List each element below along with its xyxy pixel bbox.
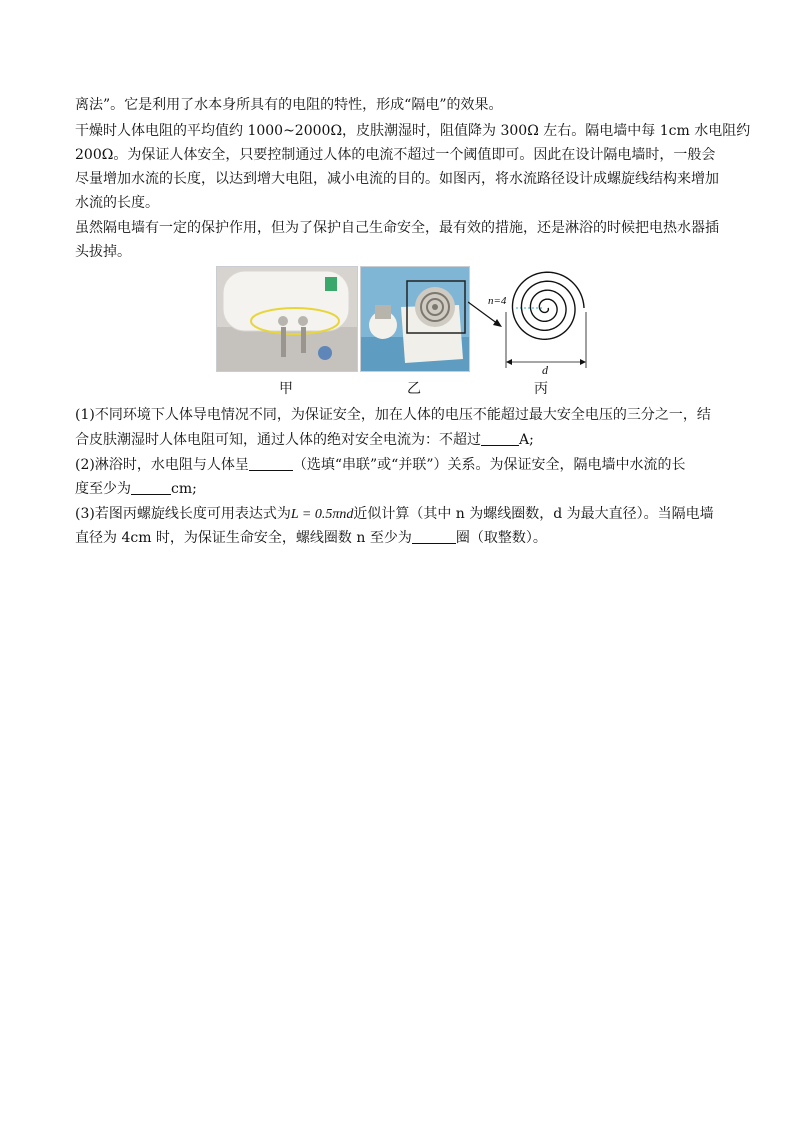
spiral-label-n: n=4 xyxy=(488,295,507,307)
spiral-path xyxy=(512,272,584,339)
paragraph-line: 头拔掉。 xyxy=(75,244,131,260)
barrier-photo xyxy=(360,266,470,372)
answer-blank-1[interactable] xyxy=(481,431,519,446)
spiral-diagram xyxy=(482,268,598,380)
question-2-line-1 xyxy=(75,455,685,475)
paragraph-line: 200Ω。为保证人体安全，只要控制通过人体的电流不超过一个阈值即可。因此在设计隔电墙时，一般会 xyxy=(75,147,716,163)
caption-jia: 甲 xyxy=(279,381,293,397)
question-1-unit: A; xyxy=(519,432,534,448)
paragraph-line: 离法”。它是利用了水本身所具有的电阻的特性，形成“隔电”的效果。 xyxy=(75,97,503,113)
spiral-label-d: d xyxy=(542,363,548,377)
question-2-text-b: 度至少为 xyxy=(75,481,131,497)
formula: L = 0.5πnd xyxy=(290,507,354,522)
question-3-text-post: 近似计算（其中 n 为螺线圈数，d 为最大直径）。当隔电墙 xyxy=(353,506,714,522)
barrier-illustration xyxy=(361,267,469,371)
paragraph-line: 水流的长度。 xyxy=(75,195,159,211)
question-3-text-b: 直径为 4cm 时，为保证生命安全，螺线圈数 n 至少为 xyxy=(75,530,412,546)
question-1-line-2 xyxy=(75,430,534,450)
paragraph-line: 干燥时人体电阻的平均值约 1000~2000Ω，皮肤潮湿时，阻值降为 300Ω 左右。隔电墙中每 1cm 水电阻约 xyxy=(75,123,751,139)
question-2-line-2 xyxy=(75,479,197,499)
paragraph-line: 虽然隔电墙有一定的保护作用，但为了保护自己生命安全，最有效的措施，还是淋浴的时候把电热水器插 xyxy=(75,220,719,236)
question-2-text: (2)淋浴时，水电阻与人体呈 xyxy=(75,457,249,473)
water-heater-photo xyxy=(216,266,358,372)
answer-blank-2[interactable] xyxy=(249,456,293,471)
answer-blank-4[interactable] xyxy=(412,529,456,544)
question-3-text: (3)若图丙螺旋线长度可用表达式为 xyxy=(75,506,291,522)
question-3-line-2 xyxy=(75,528,547,548)
caption-bing: 丙 xyxy=(534,381,548,397)
caption-yi: 乙 xyxy=(407,381,421,397)
question-3-unit: 圈（取整数）。 xyxy=(455,530,547,546)
question-2-unit: cm; xyxy=(171,481,197,497)
question-1-line-1: (1)不同环境下人体导电情况不同，为保证安全，加在人体的电压不能超过最大安全电压的三分之一，结 xyxy=(75,407,711,423)
water-heater-illustration xyxy=(217,267,357,371)
question-1-text: 合皮肤潮湿时人体电阻可知，通过人体的绝对安全电流为：不超过 xyxy=(75,432,481,448)
paragraph-line: 尽量增加水流的长度，以达到增大电阻，减小电流的目的。如图丙，将水流路径设计成螺旋线结构来增加 xyxy=(75,171,719,187)
question-2-text-post: （选填“串联”或“并联”）关系。为保证安全，隔电墙中水流的长 xyxy=(292,457,686,473)
question-3-line-1 xyxy=(75,504,714,525)
answer-blank-3[interactable] xyxy=(131,480,171,495)
